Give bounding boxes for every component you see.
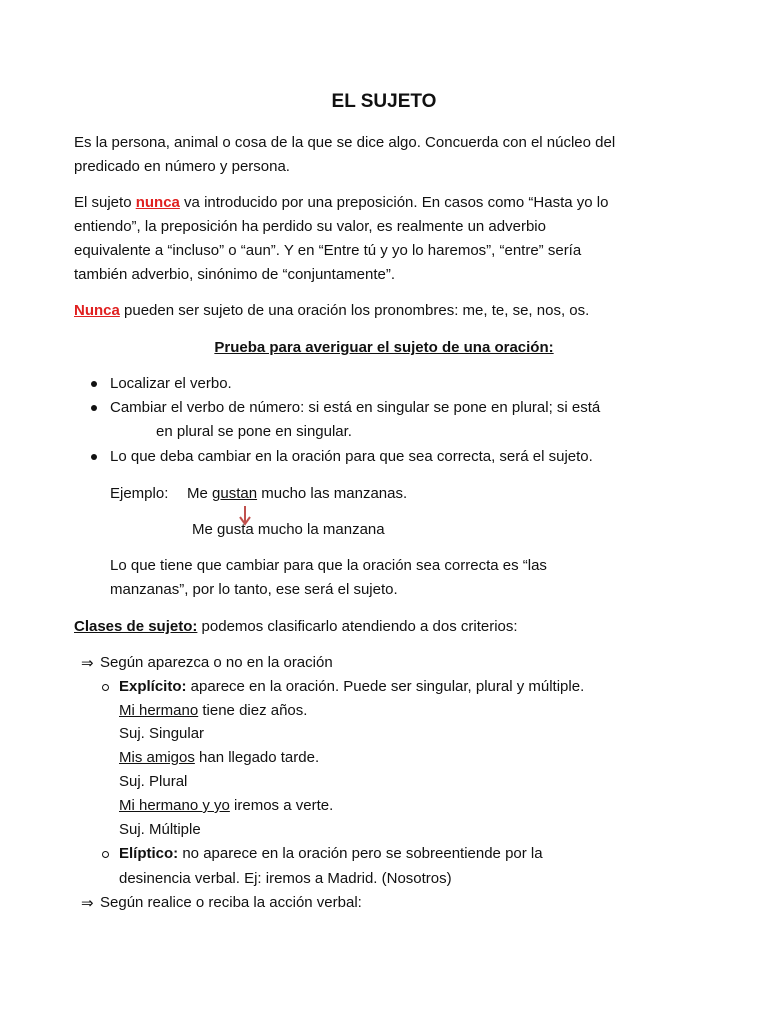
explicito-item <box>119 677 584 697</box>
circle-bullet-icon <box>102 684 109 691</box>
explicito-example-3 <box>119 796 333 816</box>
eliptico-item <box>119 844 543 864</box>
bullet-item-2-line-2: en plural se pone en singular. <box>156 423 352 440</box>
paragraph-preposition-line-4: también adverbio, sinónimo de “conjuntamente”. <box>74 266 396 283</box>
paragraph-preposition-line-3: equivalente a “incluso” o “aun”. Y en “Entre tú y yo lo haremos”, “entre” sería <box>74 242 582 259</box>
text-segment: mucho las manzanas. <box>257 485 408 502</box>
paragraph-preposition-line-2: entiendo”, la preposición ha perdido su valor, es realmente un adverbio <box>74 218 546 235</box>
text-segment: iremos a verte. <box>229 797 334 814</box>
example-verb: gustan <box>212 485 258 502</box>
explicito-type-1: Suj. Singular <box>119 725 205 742</box>
example-sentence-2: Me gusta mucho la manzana <box>192 521 385 538</box>
explicito-type-3: Suj. Múltiple <box>119 821 201 838</box>
text-segment: aparece en la oración. Puede ser singular, plural y múltiple. <box>186 678 585 695</box>
eliptico-line-2: desinencia verbal. Ej: iremos a Madrid. (Nosotros) <box>119 870 452 887</box>
paragraph-preposition-line-1 <box>74 193 608 213</box>
subject-underlined: Mi hermano <box>119 702 199 719</box>
clases-heading <box>74 617 518 637</box>
text-segment: va introducido por una preposición. En casos como “Hasta yo lo <box>179 194 609 211</box>
page-title: EL SUJETO <box>331 91 437 112</box>
highlight-nunca-2: Nunca <box>74 302 120 319</box>
bullet-icon <box>91 381 97 387</box>
implies-arrow-icon: ⇒ <box>81 894 94 912</box>
paragraph-definition-line-2: predicado en número y persona. <box>74 158 290 175</box>
criterio-1: Según aparezca o no en la oración <box>100 654 333 671</box>
example-conclusion-line-2: manzanas”, por lo tanto, ese será el sujeto. <box>110 581 398 598</box>
text-segment: pueden ser sujeto de una oración los pronombres: me, te, se, nos, os. <box>119 302 590 319</box>
paragraph-pronouns <box>74 301 589 321</box>
text-segment: no aparece en la oración pero se sobreentiende por la <box>178 845 543 862</box>
circle-bullet-icon <box>102 851 109 858</box>
example-sentence-1 <box>187 484 407 504</box>
bullet-item-2-line-1: Cambiar el verbo de número: si está en singular se pone en plural; si está <box>110 399 601 416</box>
section-heading-prueba: Prueba para averiguar el sujeto de una oración: <box>214 339 554 356</box>
subject-underlined: Mi hermano y yo <box>119 797 230 814</box>
example-conclusion-line-1: Lo que tiene que cambiar para que la oración sea correcta es “las <box>110 557 547 574</box>
text-segment: han llegado tarde. <box>194 749 320 766</box>
explicito-example-2 <box>119 748 319 768</box>
criterio-2: Según realice o reciba la acción verbal: <box>100 894 362 911</box>
text-segment: tiene diez años. <box>198 702 308 719</box>
explicito-label: Explícito: <box>119 678 187 695</box>
highlight-nunca: nunca <box>135 194 180 211</box>
explicito-type-2: Suj. Plural <box>119 773 188 790</box>
text-segment: Me <box>187 485 213 502</box>
paragraph-definition-line-1: Es la persona, animal o cosa de la que se dice algo. Concuerda con el núcleo del <box>74 134 616 151</box>
bullet-item-1: Localizar el verbo. <box>110 375 232 392</box>
example-label: Ejemplo: <box>110 485 169 502</box>
clases-label: Clases de sujeto: <box>74 618 198 635</box>
explicito-example-1 <box>119 701 307 721</box>
bullet-icon <box>91 405 97 411</box>
implies-arrow-icon: ⇒ <box>81 654 94 672</box>
subject-underlined: Mis amigos <box>119 749 195 766</box>
bullet-item-3: Lo que deba cambiar en la oración para que sea correcta, será el sujeto. <box>110 448 593 465</box>
eliptico-label: Elíptico: <box>119 845 179 862</box>
text-segment: El sujeto <box>74 194 136 211</box>
text-segment: podemos clasificarlo atendiendo a dos criterios: <box>197 618 518 635</box>
bullet-icon <box>91 454 97 460</box>
